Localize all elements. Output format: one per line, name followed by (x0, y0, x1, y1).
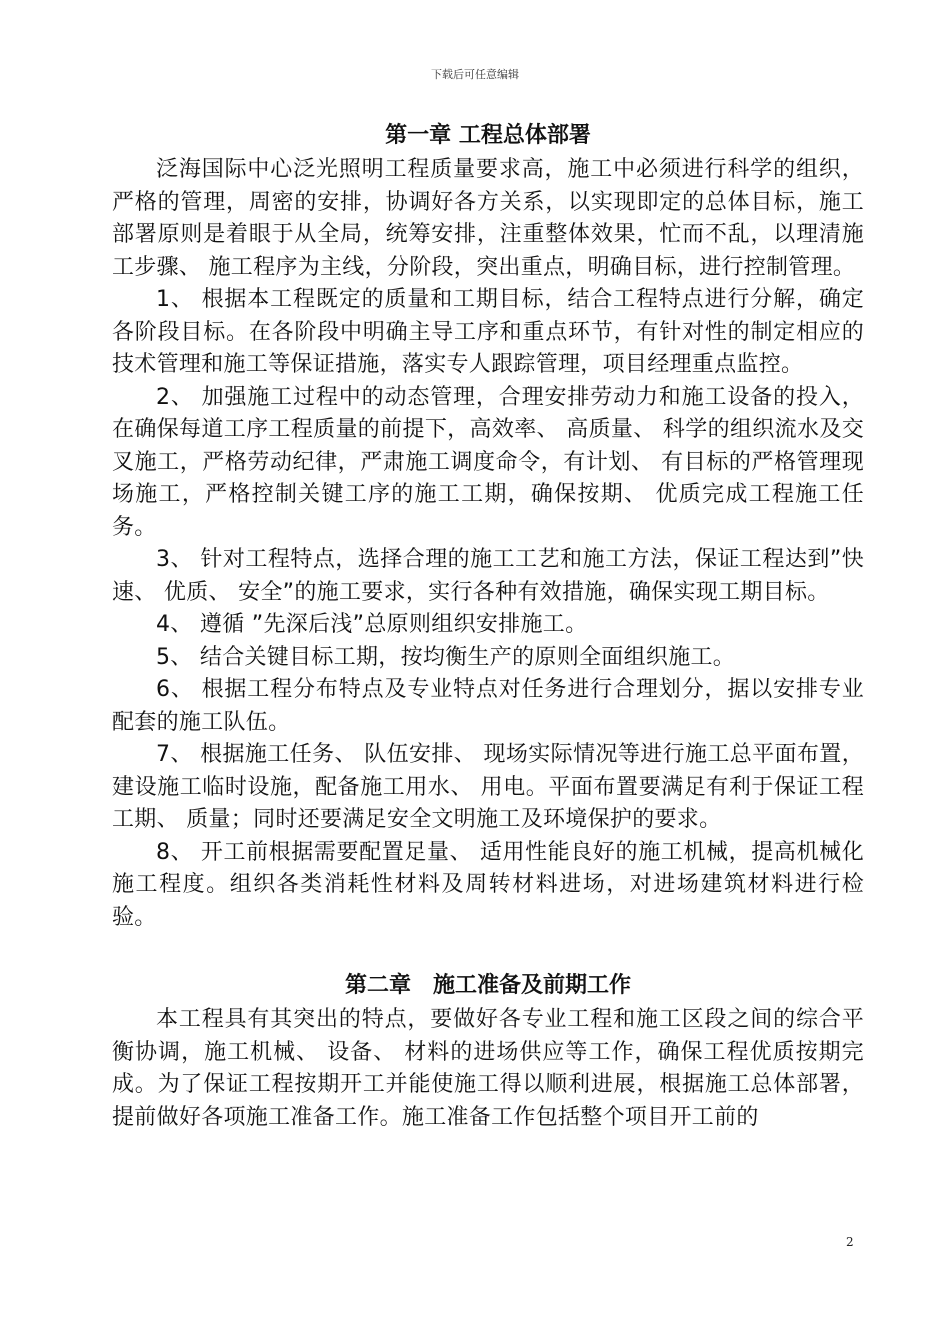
chapter-1-item-7: 7、 根据施工任务、 队伍安排、 现场实际情况等进行施工总平面布置，建设施工临时设施，配备施工用水、 用电。平面布置要满足有利于保证工程工期、 质量；同时还要满足安全文明施工及环境保护的要求。 (112, 742, 864, 832)
header-note: 下载后可任意编辑 (431, 68, 519, 81)
chapter-1-item-1: 1、 根据本工程既定的质量和工期目标，结合工程特点进行分解，确定各阶段目标。在各阶段中明确主导工序和重点环节，有针对性的制定相应的技术管理和施工等保证措施，落实专人跟踪管理，项目经理重点监控。 (112, 287, 864, 377)
chapter-1-item-8: 8、 开工前根据需要配置足量、 适用性能良好的施工机械，提高机械化施工程度。组织各类消耗性材料及周转材料进场，对进场建筑材料进行检验。 (112, 839, 864, 930)
chapter-1-item-2: 2、 加强施工过程中的动态管理，合理安排劳动力和施工设备的投入，在确保每道工序工程质量的前提下，高效率、 高质量、 科学的组织流水及交叉施工，严格劳动纪律，严肃施工调度命令，有计划、 有目标的严格管理现场施工，严格控制关键工序的施工工期，确保按期、 优质完成工程施工任务。 (112, 384, 864, 540)
page-number: 2 (846, 1235, 854, 1249)
chapter-1-intro: 泛海国际中心泛光照明工程质量要求高，施工中必须进行科学的组织，严格的管理，周密的安排，协调好各方关系，以实现即定的总体目标，施工部署原则是着眼于从全局，统筹安排，注重整体效果，忙而不乱，以理清施工步骤、 施工程序为主线，分阶段，突出重点，明确目标，进行控制管理。 (112, 157, 864, 280)
chapter-1-item-3: 3、 针对工程特点，选择合理的施工工艺和施工方法，保证工程达到”快速、 优质、 安全”的施工要求，实行各种有效措施，确保实现工期目标。 (112, 547, 864, 605)
chapter-1-title: 第一章 工程总体部署 (385, 123, 591, 148)
chapter-1-item-4: 4、 遵循 ”先深后浅”总原则组织安排施工。 (156, 612, 588, 637)
document-body (112, 118, 864, 1134)
chapter-2-intro: 本工程具有其突出的特点，要做好各专业工程和施工区段之间的综合平衡协调，施工机械、 设备、 材料的进场供应等工作，确保工程优质按期完成。为了保证工程按期开工并能使施工得以顺利进展，根据施工总体部署，提前做好各项施工准备工作。施工准备工作包括整个项目开工前的 (112, 1007, 864, 1130)
chapter-1-item-5: 5、 结合关键目标工期，按均衡生产的原则全面组织施工。 (156, 644, 736, 670)
chapter-1-item-6: 6、 根据工程分布特点及专业特点对任务进行合理划分，据以安排专业配套的施工队伍。 (112, 677, 864, 735)
chapter-2-title: 第二章 施工准备及前期工作 (344, 973, 631, 998)
